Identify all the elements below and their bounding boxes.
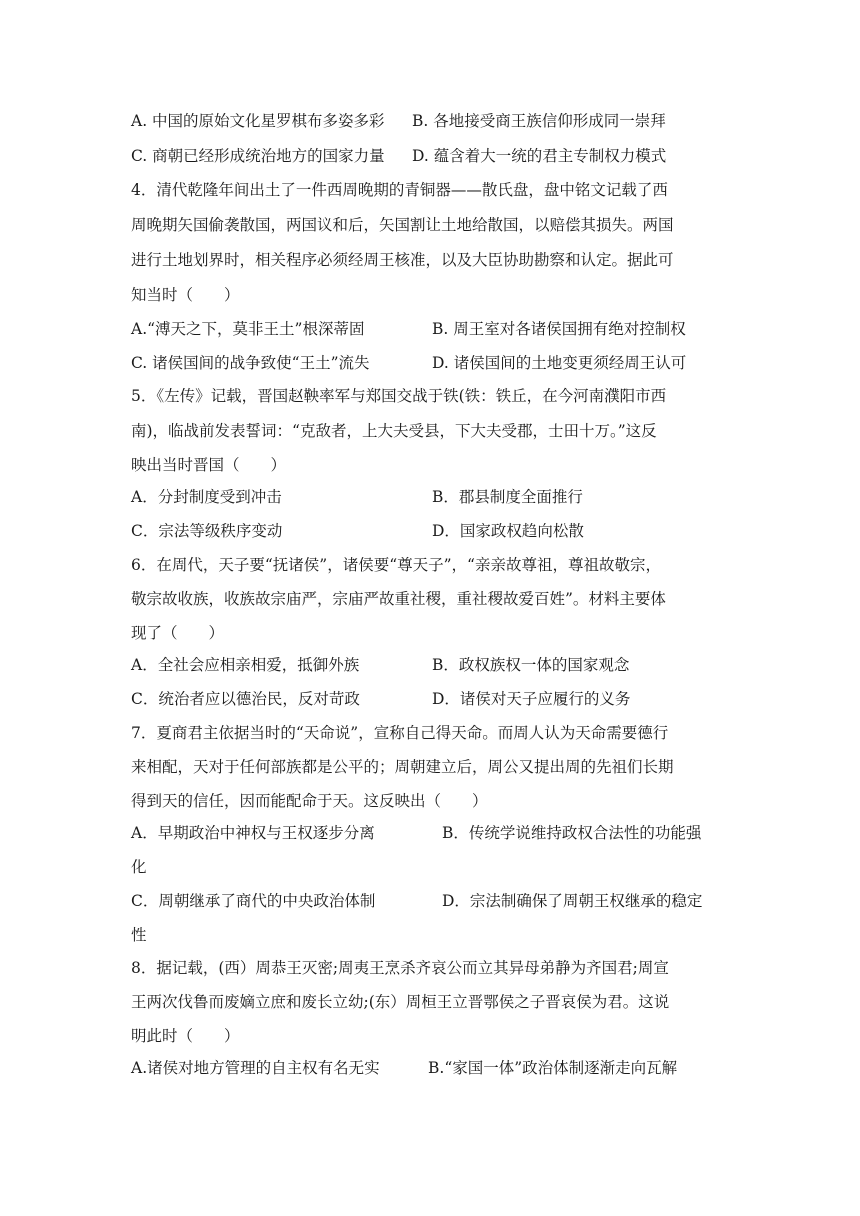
q4-stem-line-4: 知当时（ ） xyxy=(131,286,240,304)
q7-stem-line-3: 得到天的信任，因而能配命于天。这反映出（ ） xyxy=(131,792,488,810)
q4-option-c: C. 诸侯国间的战争致使“王土”流失 xyxy=(131,354,370,372)
q3-option-b: B. 各地接受商王族信仰形成同一崇拜 xyxy=(412,112,666,130)
q8-stem-line-3: 明此时（ ） xyxy=(131,1027,240,1045)
q3-option-d: D. 蕴含着大一统的君主专制权力模式 xyxy=(412,147,667,165)
q4-stem-line-2: 周晚期矢国偷袭散国，两国议和后，矢国割让土地给散国，以赔偿其损失。两国 xyxy=(131,216,674,234)
q6-option-b: B．政权族权一体的国家观念 xyxy=(432,656,630,674)
q3-option-a: A. 中国的原始文化星罗棋布多姿多彩 xyxy=(131,112,385,130)
q6-option-c: C．统治者应以德治民，反对苛政 xyxy=(131,690,360,708)
q4-option-a: A.“溥天之下，莫非王土”根深蒂固 xyxy=(131,320,365,338)
q5-option-a: A．分封制度受到冲击 xyxy=(131,488,282,506)
q5-stem-line-3: 映出当时晋国（ ） xyxy=(131,456,287,474)
q7-stem-line-2: 来相配，天对于任何部族都是公平的；周朝建立后，周公又提出周的先祖们长期 xyxy=(131,758,674,776)
q5-stem-line-2: 南)，临战前发表誓词：“克敌者，上大夫受县，下大夫受郡，士田十万。”这反 xyxy=(131,422,657,440)
q7-option-c: C．周朝继承了商代的中央政治体制 xyxy=(131,892,376,910)
q8-stem-line-2: 王两次伐鲁而废嫡立庶和废长立幼;(东）周桓王立晋鄂侯之子晋哀侯为君。这说 xyxy=(131,993,670,1011)
q5-option-d: D．国家政权趋向松散 xyxy=(432,522,584,540)
q7-option-b-line-1: B．传统学说维持政权合法性的功能强 xyxy=(442,824,702,842)
q3-option-c: C. 商朝已经形成统治地方的国家力量 xyxy=(131,147,385,165)
q5-option-c: C．宗法等级秩序变动 xyxy=(131,522,283,540)
q4-option-b: B. 周王室对各诸侯国拥有绝对控制权 xyxy=(432,320,686,338)
q4-option-d: D. 诸侯国间的土地变更须经周王认可 xyxy=(432,354,687,372)
q7-option-d-line-2: 性 xyxy=(131,926,147,944)
q4-stem-line-1: 4．清代乾隆年间出土了一件西周晚期的青铜器——散氏盘，盘中铭文记载了西 xyxy=(131,181,668,199)
q8-option-a: A.诸侯对地方管理的自主权有名无实 xyxy=(131,1059,380,1077)
q8-stem-line-1: 8．据记载，(西）周恭王灭密;周夷王烹杀齐哀公而立其异母弟静为齐国君;周宣 xyxy=(131,959,669,977)
q8-option-b: B.“家国一体”政治体制逐渐走向瓦解 xyxy=(428,1059,678,1077)
q5-stem-line-1: 5．《左传》记载，晋国赵鞅率军与郑国交战于铁(铁：铁丘，在今河南濮阳市西 xyxy=(131,387,667,405)
q6-stem-line-2: 敬宗故收族，收族故宗庙严，宗庙严故重社稷，重社稷故爱百姓”。材料主要体 xyxy=(131,590,666,608)
q7-option-b-line-2: 化 xyxy=(131,858,147,876)
q6-option-a: A．全社会应相亲相爱，抵御外族 xyxy=(131,656,360,674)
q7-option-d-line-1: D．宗法制确保了周朝王权继承的稳定 xyxy=(442,892,703,910)
q7-stem-line-1: 7．夏商君主依据当时的“天命说”，宣称自己得天命。而周人认为天命需要德行 xyxy=(131,724,669,742)
q6-stem-line-1: 6．在周代，天子要“抚诸侯”，诸侯要“尊天子”，“亲亲故尊祖，尊祖故敬宗， xyxy=(131,556,661,574)
q5-option-b: B．郡县制度全面推行 xyxy=(432,488,583,506)
q6-option-d: D．诸侯对天子应履行的义务 xyxy=(432,690,631,708)
q6-stem-line-3: 现了（ ） xyxy=(131,624,225,642)
q7-option-a: A．早期政治中神权与王权逐步分离 xyxy=(131,824,375,842)
q4-stem-line-3: 进行土地划界时，相关程序必须经周王核准，以及大臣协助勘察和认定。据此可 xyxy=(131,251,674,269)
